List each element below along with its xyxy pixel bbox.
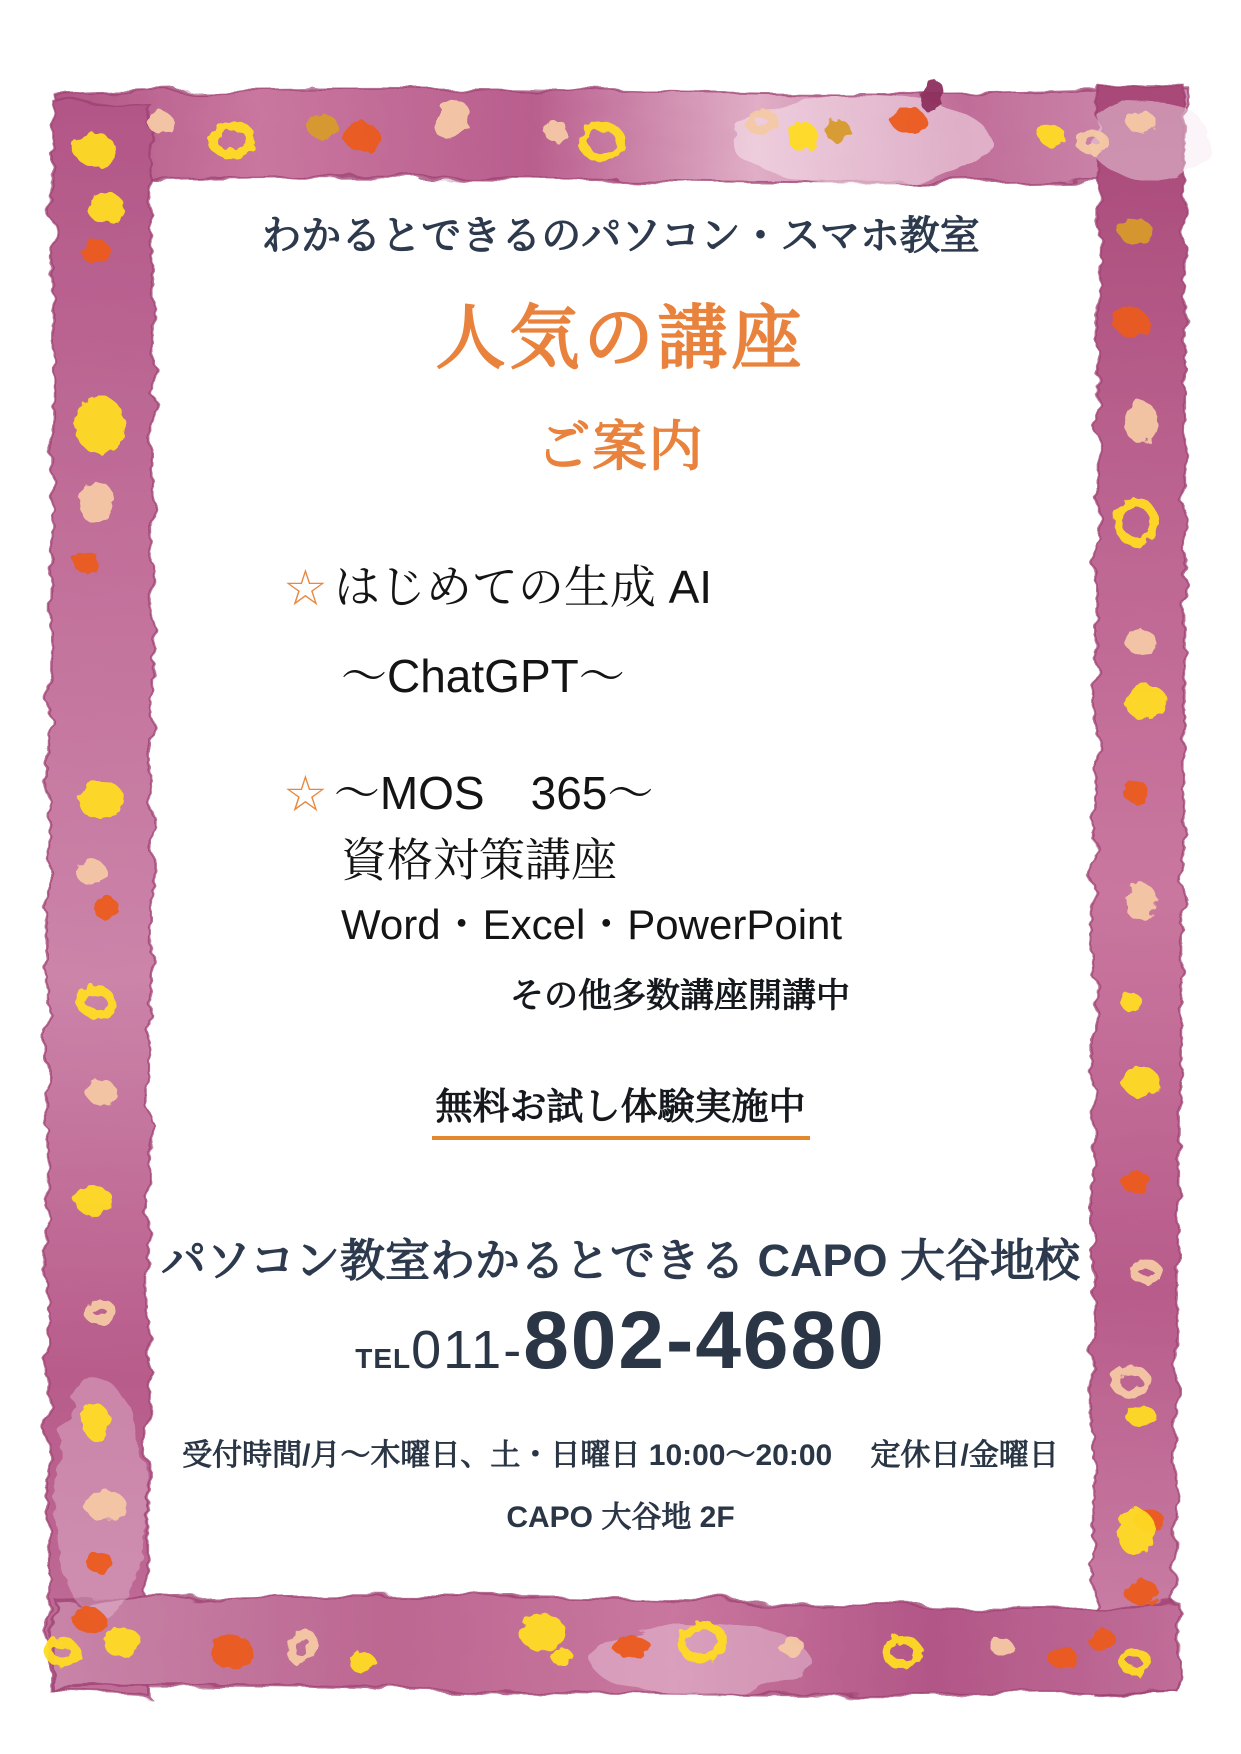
course-mos-title: ～MOS 365～ xyxy=(333,767,654,819)
star-bullet-icon: ☆ xyxy=(283,766,328,822)
page-subtitle-guide: ご案内 xyxy=(536,417,705,477)
business-hours: 受付時間/月～木曜日、土・日曜日 10:00～20:00 定休日/金曜日 xyxy=(182,1439,1059,1472)
tel-main-number: 802-4680 xyxy=(523,1295,886,1386)
school-tagline: わかるとできるのパソコン・スマホ教室 xyxy=(261,214,980,258)
tel-area-code: 011- xyxy=(411,1320,524,1380)
course-ai-title: はじめての生成 AI xyxy=(333,561,713,613)
course-mos-apps: Word・Excel・PowerPoint xyxy=(341,901,843,948)
page-title: 人気の講座 xyxy=(435,299,806,377)
star-bullet-icon: ☆ xyxy=(283,560,328,616)
school-name: パソコン教室わかるとできる CAPO 大谷地校 xyxy=(160,1235,1081,1286)
location-address: CAPO 大谷地 2F xyxy=(506,1501,735,1534)
course-ai-sub: ～ChatGPT～ xyxy=(341,650,625,702)
course-mos-sub: 資格対策講座 xyxy=(341,834,617,886)
phone-number xyxy=(0,1294,1241,1388)
tel-label: TEL xyxy=(355,1343,412,1374)
free-trial-banner: 無料お試し体験実施中 xyxy=(432,1076,810,1140)
other-courses-note: その他多数講座開講中 xyxy=(510,977,850,1015)
course-item-ai xyxy=(283,551,712,617)
course-item-mos xyxy=(283,757,653,823)
free-trial-wrap xyxy=(0,1076,1241,1140)
